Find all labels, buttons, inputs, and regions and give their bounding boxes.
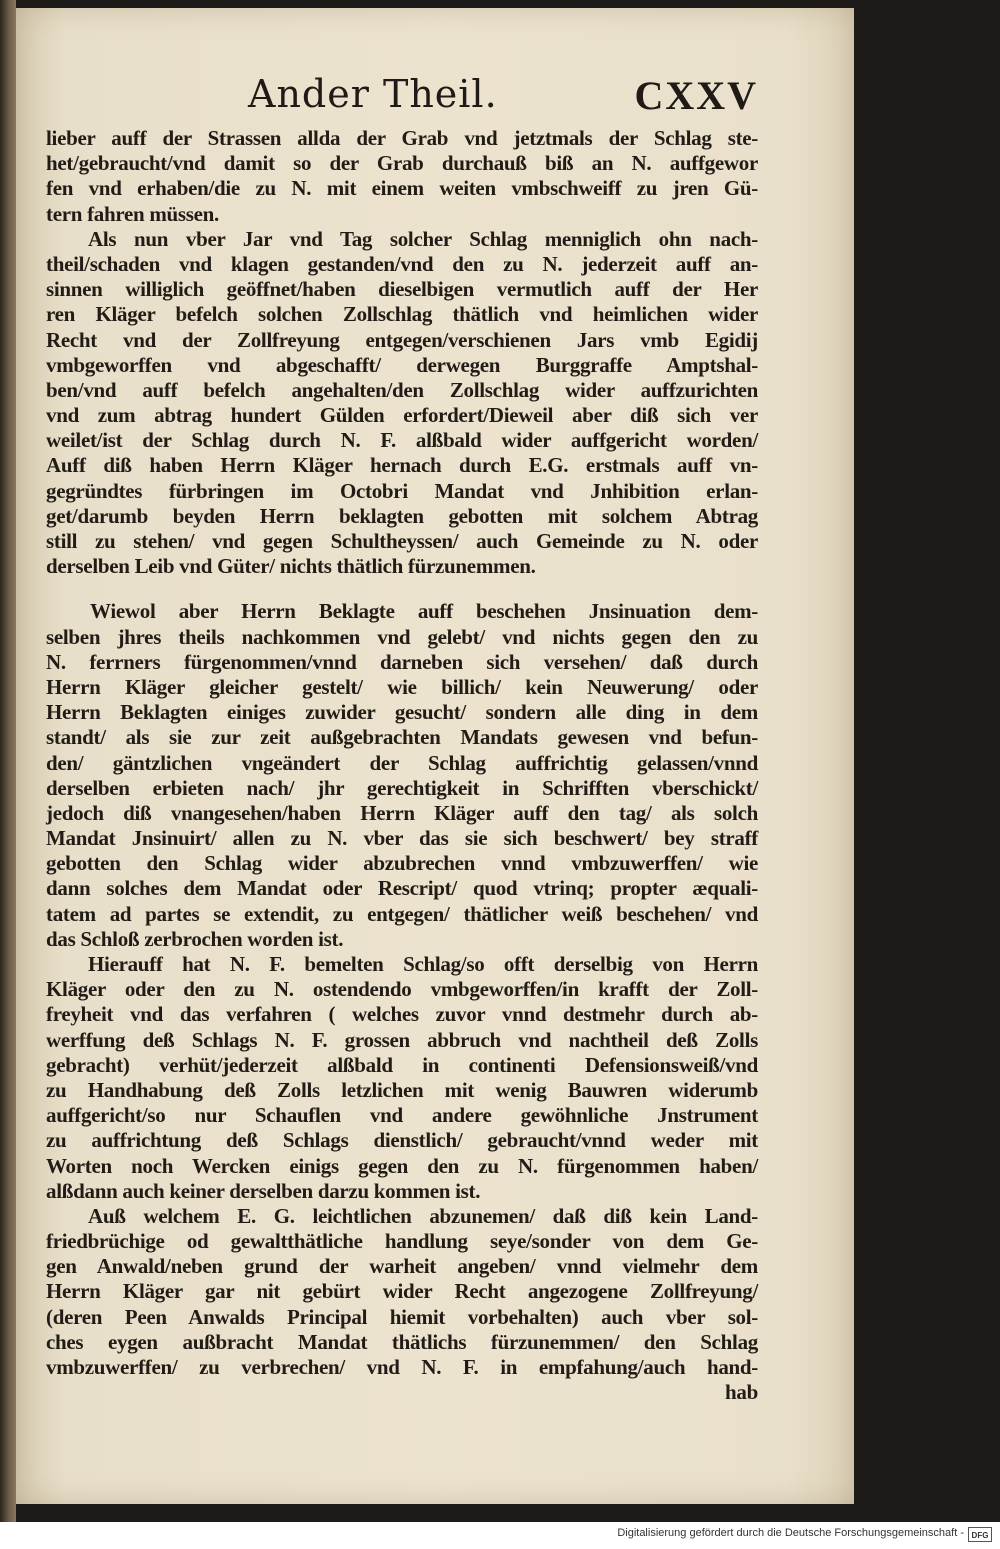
folio-number: CXXV	[634, 73, 758, 118]
text-line: weilet/ist der Schlag durch N. F. alßbald wider auffgericht worden/	[46, 428, 758, 453]
text-line: derselben Leib vnd Güter/ nichts thätlich fürzunemmen.	[46, 554, 536, 579]
text-line: derselben erbieten nach/ jhr gerechtigkeit in Schrifften vberschickt/	[46, 775, 758, 800]
text-line: vmbzuwerffen/ zu verbrechen/ vnd N. F. in empfahung/auch hand-	[46, 1355, 758, 1379]
paragraph-spacer	[46, 579, 758, 599]
text-line: gebotten den Schlag wider abzubrechen vnnd vmbzuwerffen/ wie	[46, 851, 758, 876]
footer-bar	[0, 1522, 1000, 1549]
text-line: das Schloß zerbrochen worden ist.	[46, 926, 344, 951]
text-line: Hierauff hat N. F. bemelten Schlag/so offt derselbig von Herrn	[88, 952, 758, 976]
running-head	[248, 72, 758, 122]
paragraph-1	[46, 126, 758, 227]
text-line: freyheit vnd das verfahren ( welches zuvor vnnd destmehr durch ab-	[46, 1002, 758, 1027]
text-line: fen vnd erhaben/die zu N. mit einem weiten vmbschweiff zu jren Gü-	[46, 176, 758, 201]
text-line: still zu stehen/ vnd gegen Schultheyssen/ auch Gemeinde zu N. oder	[46, 529, 758, 553]
text-line: tatem ad partes se extendit, zu entgegen/ thätlicher weiß beschehen/ vnd	[46, 901, 758, 926]
text-line: Herrn Kläger gleicher gestelt/ wie billich/ kein Neuwerung/ oder	[46, 674, 758, 699]
text-line: Herrn Kläger gar nit gebürt wider Recht angezogene Zollfreyung/	[46, 1279, 758, 1304]
text-line: N. ferrners fürgenommen/vnnd darneben sich versehen/ daß durch	[46, 649, 758, 674]
text-line: lieber auff der Strassen allda der Grab vnd jetztmals der Schlag ste-	[46, 126, 758, 150]
text-line: Herrn Beklagten einiges zuwider gesucht/ sondern alle ding in dem	[46, 700, 758, 725]
paragraph-5	[46, 1204, 758, 1406]
paragraph-4	[46, 952, 758, 1204]
text-line: ren Kläger befelch solchen Zollschlag thätlich vnd heimlichen wider	[46, 302, 758, 327]
catchword: hab	[725, 1380, 758, 1405]
text-line: Worten noch Wercken einigs gegen den zu N. fürgenommen haben/	[46, 1153, 758, 1178]
text-line: jedoch diß vnangesehen/haben Herrn Kläger auff den tag/ als solch	[46, 800, 758, 825]
text-line: auffgericht/so nur Schauflen vnd andere gewöhnliche Jnstrument	[46, 1103, 758, 1128]
text-line: zu Handhabung deß Zolls letzlichen mit wenig Bauwren widerumb	[46, 1077, 758, 1102]
text-line: friedbrüchige od gewaltthätliche handlung seye/sonder von dem Ge-	[46, 1229, 758, 1254]
paragraph-2	[46, 227, 758, 580]
running-title: Ander Theil.	[248, 72, 498, 116]
text-line: standt/ als sie zur zeit außgebrachten Mandats gewesen vnd befun-	[46, 725, 758, 750]
text-line: (deren Peen Anwalds Principal hiemit vorbehalten) auch vber sol-	[46, 1304, 758, 1329]
book-edge	[0, 0, 16, 1522]
text-line: gebracht) verhüt/jederzeit alßbald in continenti Defensionsweiß/vnd	[46, 1052, 758, 1077]
text-line: het/gebraucht/vnd damit so der Grab durchauß biß an N. auffgewor	[46, 151, 758, 176]
text-line: zu auffrichtung deß Schlags dienstlich/ gebraucht/vnnd weder mit	[46, 1128, 758, 1153]
text-line: ben/vnd auff befelch angehalten/den Zollschlag wider auffzurichten	[46, 377, 758, 402]
text-line: alßdann auch keiner derselben darzu kommen ist.	[46, 1178, 481, 1203]
text-line: vmbgeworffen vnd abgeschafft/ derwegen Burggraffe Amptshal-	[46, 352, 758, 377]
text-line: dann solches dem Mandat oder Rescript/ quod vtrinq; propter æquali-	[46, 876, 758, 901]
text-line: vnd zum abtrag hundert Gülden erfordert/Dieweil aber diß sich ver	[46, 403, 758, 428]
text-line: sinnen williglich geöffnet/haben dieselbigen vermutlich auff der Her	[46, 277, 758, 302]
text-line: Kläger oder den zu N. ostendendo vmbgeworffen/in krafft der Zoll-	[46, 977, 758, 1002]
funding-credit: Digitalisierung gefördert durch die Deutsche Forschungsgemeinschaft -	[617, 1527, 964, 1539]
text-line: selben jhres theils nachkommen vnd gelebt/ vnd nichts gegen den zu	[46, 624, 758, 649]
text-line: Mandat Jnsinuirt/ allen zu N. vber das sie sich beschwert/ bey straff	[46, 826, 758, 851]
text-line: werffung deß Schlags N. F. grossen abbruch vnd nachtheil deß Zolls	[46, 1027, 758, 1052]
text-line: theil/schaden vnd klagen gestanden/vnd den zu N. jederzeit auff an-	[46, 251, 758, 276]
text-line: gen Anwald/neben grund der warheit angeben/ vnnd vielmehr dem	[46, 1254, 758, 1279]
paragraph-3	[46, 599, 758, 952]
text-block	[46, 126, 758, 1405]
text-line: get/darumb beyden Herrn beklagten gebotten mit solchem Abtrag	[46, 503, 758, 528]
dfg-logo[interactable]: DFG	[968, 1527, 992, 1542]
text-line: Recht vnd der Zollfreyung entgegen/verschienen Jars vmb Egidij	[46, 327, 758, 352]
text-line: tern fahren müssen.	[46, 201, 219, 226]
text-line: Wiewol aber Herrn Beklagte auff beschehen Jnsinuation dem-	[90, 599, 758, 624]
text-line: Auß welchem E. G. leichtlichen abzunemen/ daß diß kein Land-	[88, 1203, 758, 1228]
text-line: Als nun vber Jar vnd Tag solcher Schlag menniglich ohn nach-	[88, 226, 758, 251]
text-line: gegründtes fürbringen im Octobri Mandat vnd Jnhibition erlan-	[46, 478, 758, 503]
text-line: ches eygen außbracht Mandat thätlichs fürzunemmen/ den Schlag	[46, 1329, 758, 1354]
text-line: Auff diß haben Herrn Kläger hernach durch E.G. erstmals auff vn-	[46, 453, 758, 478]
text-line: den/ gäntzlichen vngeändert der Schlag auffrichtig gelassen/vnnd	[46, 750, 758, 775]
scanned-page	[16, 8, 854, 1504]
